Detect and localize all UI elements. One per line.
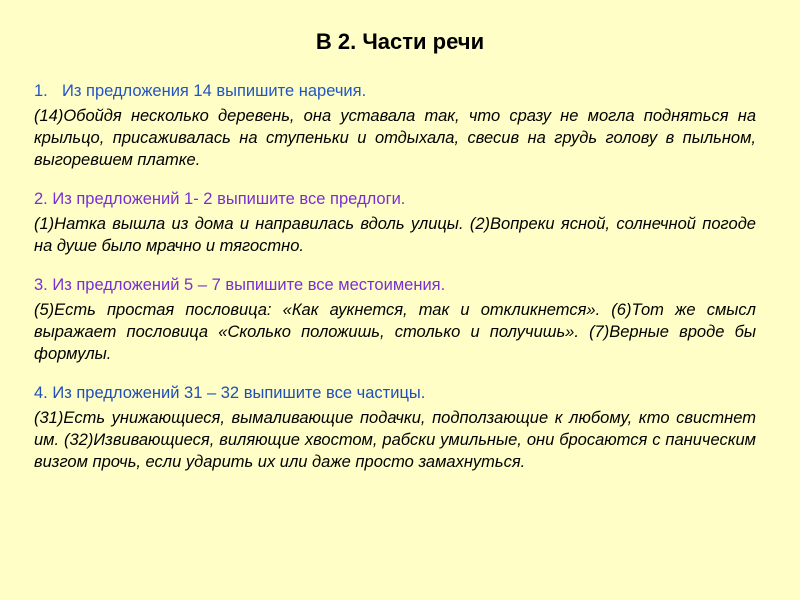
task-2 [34, 188, 756, 257]
task-3 [34, 274, 756, 365]
task-1-prompt [34, 80, 756, 102]
task-4-sentence: (31)Есть унижающиеся, вымаливающие подачки, подползающие к любому, кто свистнет им. (32)Извивающиеся, виляющие хвостом, рабски умильные, они бросаются с паническим визгом прочь, если ударить их или даже просто замахнуться. [34, 409, 756, 471]
task-4 [34, 382, 756, 473]
task-list [34, 80, 756, 490]
task-1 [34, 80, 756, 171]
task-3-sentence: (5)Есть простая пословица: «Как аукнется, так и откликнется». (6)Тот же смысл выражает пословица «Сколько положишь, столько и получишь». (7)Верные вроде бы формулы. [34, 301, 756, 363]
task-2-prompt: 2. Из предложений 1- 2 выпишите все предлоги. [34, 190, 406, 208]
task-4-prompt: 4. Из предложений 31 – 32 выпишите все частицы. [34, 384, 426, 402]
task-1-sentence: (14)Обойдя несколько деревень, она уставала так, что сразу не могла подняться на крыльцо, присаживалась на ступеньки и отдыхала, свесив на грудь голову в пыльном, выгоревшем платке. [34, 107, 756, 169]
task-2-sentence: (1)Натка вышла из дома и направилась вдоль улицы. (2)Вопреки ясной, солнечной погоде на душе было мрачно и тягостно. [34, 215, 756, 255]
task-3-prompt: 3. Из предложений 5 – 7 выпишите все местоимения. [34, 276, 446, 294]
task-1-number: 1. [34, 82, 48, 100]
page-title: В 2. Части речи [315, 29, 485, 54]
task-1-prompt-text: Из предложения 14 выпишите наречия. [62, 82, 367, 100]
